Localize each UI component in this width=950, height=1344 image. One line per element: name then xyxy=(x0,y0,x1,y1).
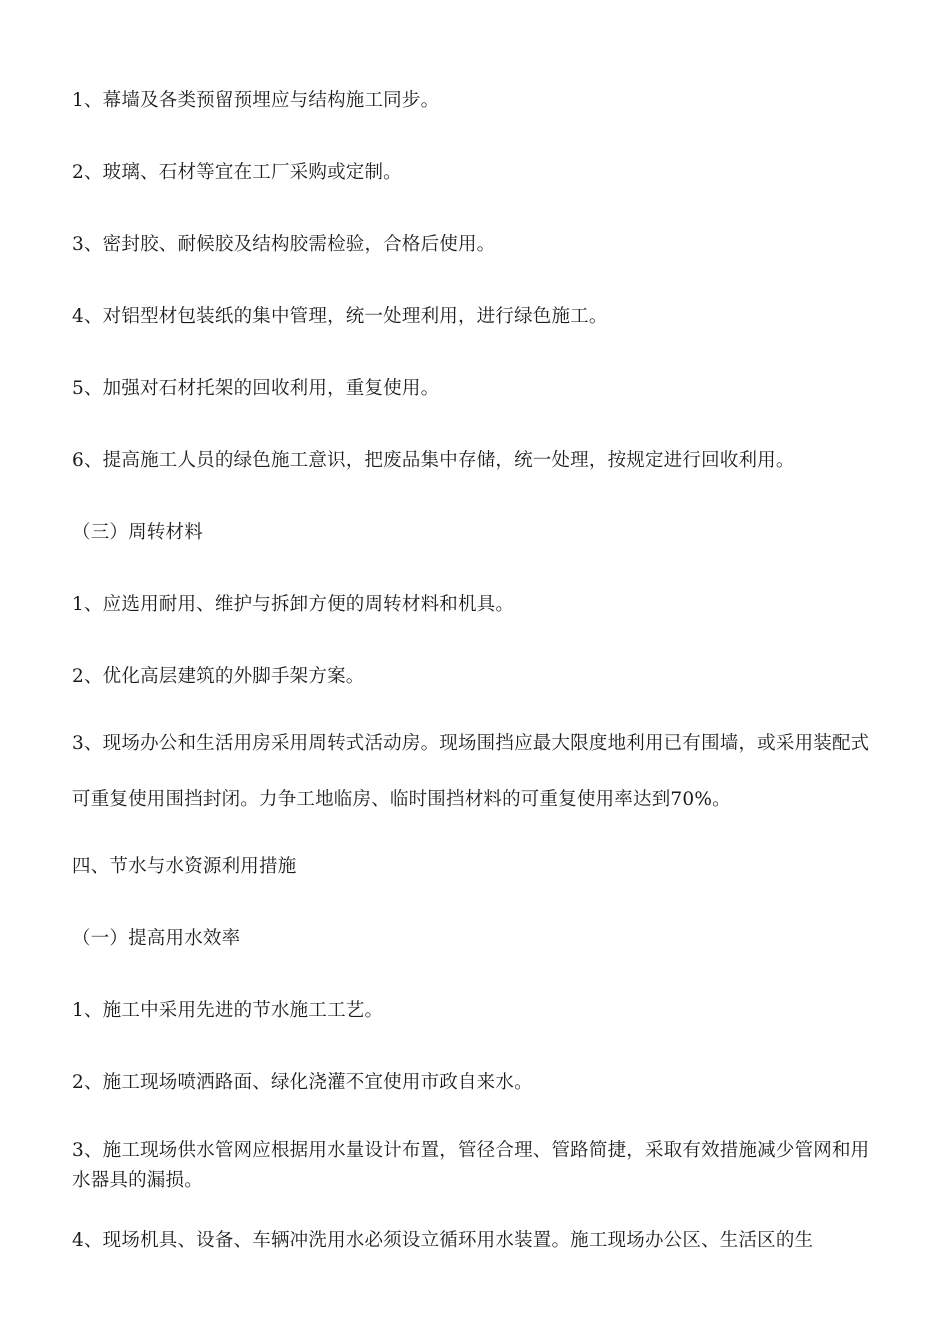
section-heading-turnover-materials: （三）周转材料 xyxy=(72,522,203,543)
section-heading-water-efficiency: （一）提高用水效率 xyxy=(72,928,241,949)
paragraph-item-1-water: 1、施工中采用先进的节水施工工艺。 xyxy=(72,1000,384,1021)
paragraph-item-2-turnover: 2、优化高层建筑的外脚手架方案。 xyxy=(72,666,365,687)
paragraph-item-2: 2、玻璃、石材等宜在工厂采购或定制。 xyxy=(72,162,402,183)
paragraph-item-4: 4、对铝型材包装纸的集中管理，统一处理利用，进行绿色施工。 xyxy=(72,306,608,327)
chapter-heading-water-saving: 四、节水与水资源利用措施 xyxy=(72,856,297,877)
paragraph-item-6: 6、提高施工人员的绿色施工意识，把废品集中存储，统一处理，按规定进行回收利用。 xyxy=(72,450,795,471)
paragraph-item-3-turnover: 3、现场办公和生活用房采用周转式活动房。现场围挡应最大限度地利用已有围墙，或采用装配式可重复使用围挡封闭。力争工地临房、临时围挡材料的可重复使用率达到70%。 xyxy=(72,733,870,810)
paragraph-item-2-water: 2、施工现场喷洒路面、绿化浇灌不宜使用市政自来水。 xyxy=(72,1072,533,1093)
paragraph-item-1: 1、幕墙及各类预留预埋应与结构施工同步。 xyxy=(72,90,440,111)
paragraph-item-3-water: 3、施工现场供水管网应根据用水量设计布置，管径合理、管路简捷，采取有效措施减少管网和用水器具的漏损。 xyxy=(72,1140,870,1191)
paragraph-item-5: 5、加强对石材托架的回收利用，重复使用。 xyxy=(72,378,440,399)
paragraph-item-4-water: 4、现场机具、设备、车辆冲洗用水必须设立循环用水装置。施工现场办公区、生活区的生 xyxy=(72,1230,814,1251)
paragraph-item-3: 3、密封胶、耐候胶及结构胶需检验，合格后使用。 xyxy=(72,234,496,255)
paragraph-item-1-turnover: 1、应选用耐用、维护与拆卸方便的周转材料和机具。 xyxy=(72,594,515,615)
